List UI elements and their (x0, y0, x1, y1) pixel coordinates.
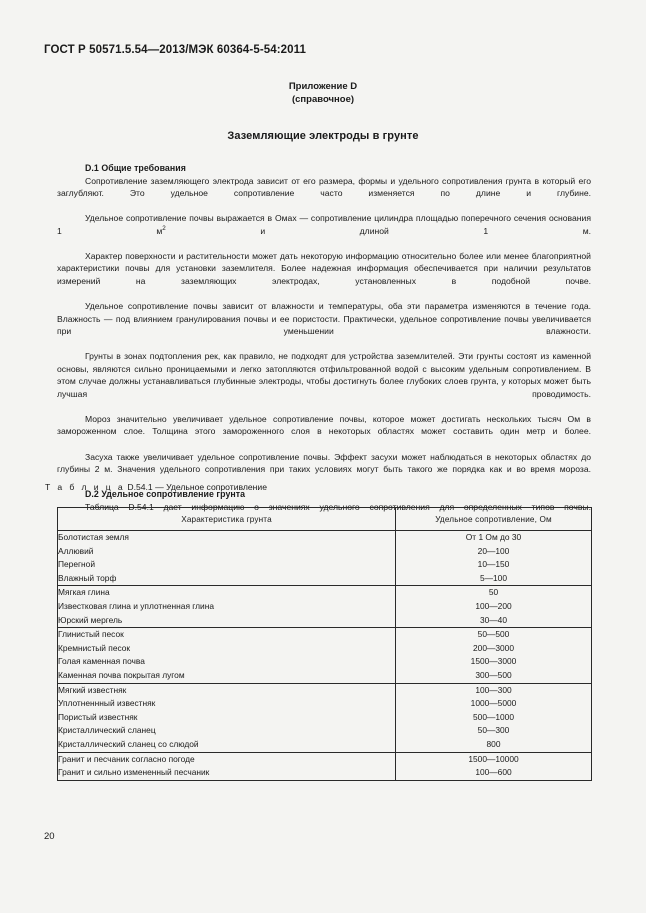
list-item: Кремнистый песок (58, 642, 131, 653)
cell-resistivity-values (396, 752, 592, 780)
list-item: 10—150 (477, 559, 510, 570)
list-item: 50 (488, 587, 499, 598)
document-standard-header: ГОСТ Р 50571.5.54—2013/МЭК 60364-5-54:2011 (44, 44, 307, 56)
list-item: Влажный торф (58, 572, 117, 583)
list-item: Аллювий (58, 545, 94, 556)
paragraph: Засуха также увеличивает удельное сопротивление почвы. Эффект засухи может наблюдаться в некоторых областях до глубины 2 м. Значения удельного сопротивления при таких условиях могут быть такого же порядка как и во время мороза. (57, 451, 591, 475)
body-content (57, 162, 591, 526)
paragraph-tail: и длиной 1 м. (165, 225, 591, 236)
table-caption (45, 482, 267, 492)
paragraph: Сопротивление заземляющего электрода зависит от его размера, формы и удельного сопротивления грунта в который его заглубляют. Это удельное сопротивление часто изменяется по длине и глубине. (57, 175, 591, 199)
paragraph-with-superscript (57, 212, 591, 250)
cell-soil-names (58, 752, 396, 780)
cell-soil-names (58, 683, 396, 752)
cell-resistivity-values (396, 683, 592, 752)
list-item: 300—500 (475, 669, 512, 680)
list-item: 800 (486, 738, 501, 749)
section-heading-d1: D.1 Общие требования (85, 163, 186, 173)
list-item: Кристаллический сланец (58, 725, 156, 736)
paragraph: Грунты в зонах подтопления рек, как правило, не подходят для устройства заземлителей. Эти грунты состоят из каменной основы, являются сильно проницаемыми и легко затопляются отфильтрованной водой с высоким удельным сопротивлением. В этом случае должны устанавливаться глубинные электроды, чтобы достигнуть более глубоких слоев грунта, у которых может быть лучшая проводимость. (57, 351, 591, 399)
list-item: 1000—5000 (470, 698, 517, 709)
list-item: 1500—10000 (468, 753, 519, 764)
list-item: 500—1000 (473, 711, 514, 722)
list-item: Голая каменная почва (58, 656, 145, 667)
appendix-block (0, 80, 646, 106)
paragraph: Таблица D.54.1 дает информацию о значениях удельного сопротивления для определенных типов почвы. (85, 501, 591, 512)
cell-soil-names (58, 628, 396, 683)
list-item: Мягкий известняк (58, 684, 127, 695)
list-item: Болотистая земля (58, 532, 129, 542)
list-item: 1500—3000 (470, 656, 517, 667)
section-heading-d2: D.2 Удельное сопротивление грунта (85, 489, 246, 500)
superscript: 2 (162, 224, 166, 232)
cell-resistivity-values (396, 586, 592, 628)
list-item: 5—100 (479, 572, 507, 583)
list-item: 200—3000 (473, 642, 514, 653)
column-header-resistivity: Удельное сопротивление, Ом (396, 508, 592, 531)
list-item: 50—300 (477, 725, 510, 736)
paragraph: Удельное сопротивление почвы зависит от влажности и температуры, оба эти параметра изменяются в течение года. Влажность — под влиянием гранулирования почвы и ее пористости. Практически, удельное сопротивление почвы увеличивается при уменьшении влажности. (57, 301, 591, 337)
list-item: Кристаллический сланец со слюдой (58, 738, 199, 749)
paragraph: Мороз значительно увеличивает удельное сопротивление почвы, которое может достигать нескольких тысяч Ом в замороженном слое. Толщина этого замороженного слоя в некоторых областях может составить один метр и более. (57, 413, 591, 437)
list-item: 20—100 (477, 545, 510, 556)
column-header-soil-type: Характеристика грунта (58, 508, 396, 531)
list-item: От 1 Ом до 30 (465, 532, 522, 542)
list-item: Пористый известняк (58, 711, 138, 722)
appendix-label: Приложение D (288, 81, 358, 92)
table-body (58, 531, 592, 781)
list-item: Перегной (58, 559, 96, 570)
list-item: Глинистый песок (58, 629, 124, 640)
list-item: 100—200 (475, 600, 512, 611)
list-item: Известковая глина и уплотненная глина (58, 600, 215, 611)
page-number: 20 (44, 831, 55, 842)
table-caption-word: Т а б л и ц а (45, 482, 125, 492)
list-item: Юрский мергель (58, 614, 123, 625)
list-item: Гранит и песчаник согласно погоде (58, 753, 195, 764)
list-item: 30—40 (479, 614, 507, 625)
table-row (58, 628, 592, 683)
table-header-row (58, 508, 592, 531)
appendix-kind: (справочное) (291, 94, 355, 105)
list-item: Уплотненнный известняк (58, 698, 156, 709)
paragraph-text: Удельное сопротивление почвы выражается в Омах — сопротивление цилиндра площадью поперечного сечения основания 1 м (57, 213, 591, 236)
list-item: 50—500 (477, 629, 510, 640)
list-item: 100—600 (475, 767, 512, 778)
table-row (58, 531, 592, 586)
table-caption-rest: D.54.1 — Удельное сопротивление (125, 482, 267, 492)
list-item: 100—300 (475, 684, 512, 695)
paragraph: Характер поверхности и растительности может дать некоторую информацию относительно более или менее благоприятной характеристики почвы для установки заземлителя. Более надежная информация обеспечивается при наличии результатов измерений на заземляющих электродах, установленных в подобной почве. (57, 250, 591, 286)
cell-resistivity-values (396, 628, 592, 683)
soil-resistivity-table (57, 507, 592, 781)
table-row (58, 586, 592, 628)
table-row (58, 752, 592, 780)
list-item: Каменная почва покрытая лугом (58, 669, 185, 680)
page-title: Заземляющие электроды в грунте (227, 130, 419, 142)
list-item: Мягкая глина (58, 587, 110, 598)
list-item: Гранит и сильно измененный песчаник (58, 767, 210, 778)
table-row (58, 683, 592, 752)
cell-soil-names (58, 586, 396, 628)
cell-resistivity-values (396, 531, 592, 586)
cell-soil-names (58, 531, 396, 586)
